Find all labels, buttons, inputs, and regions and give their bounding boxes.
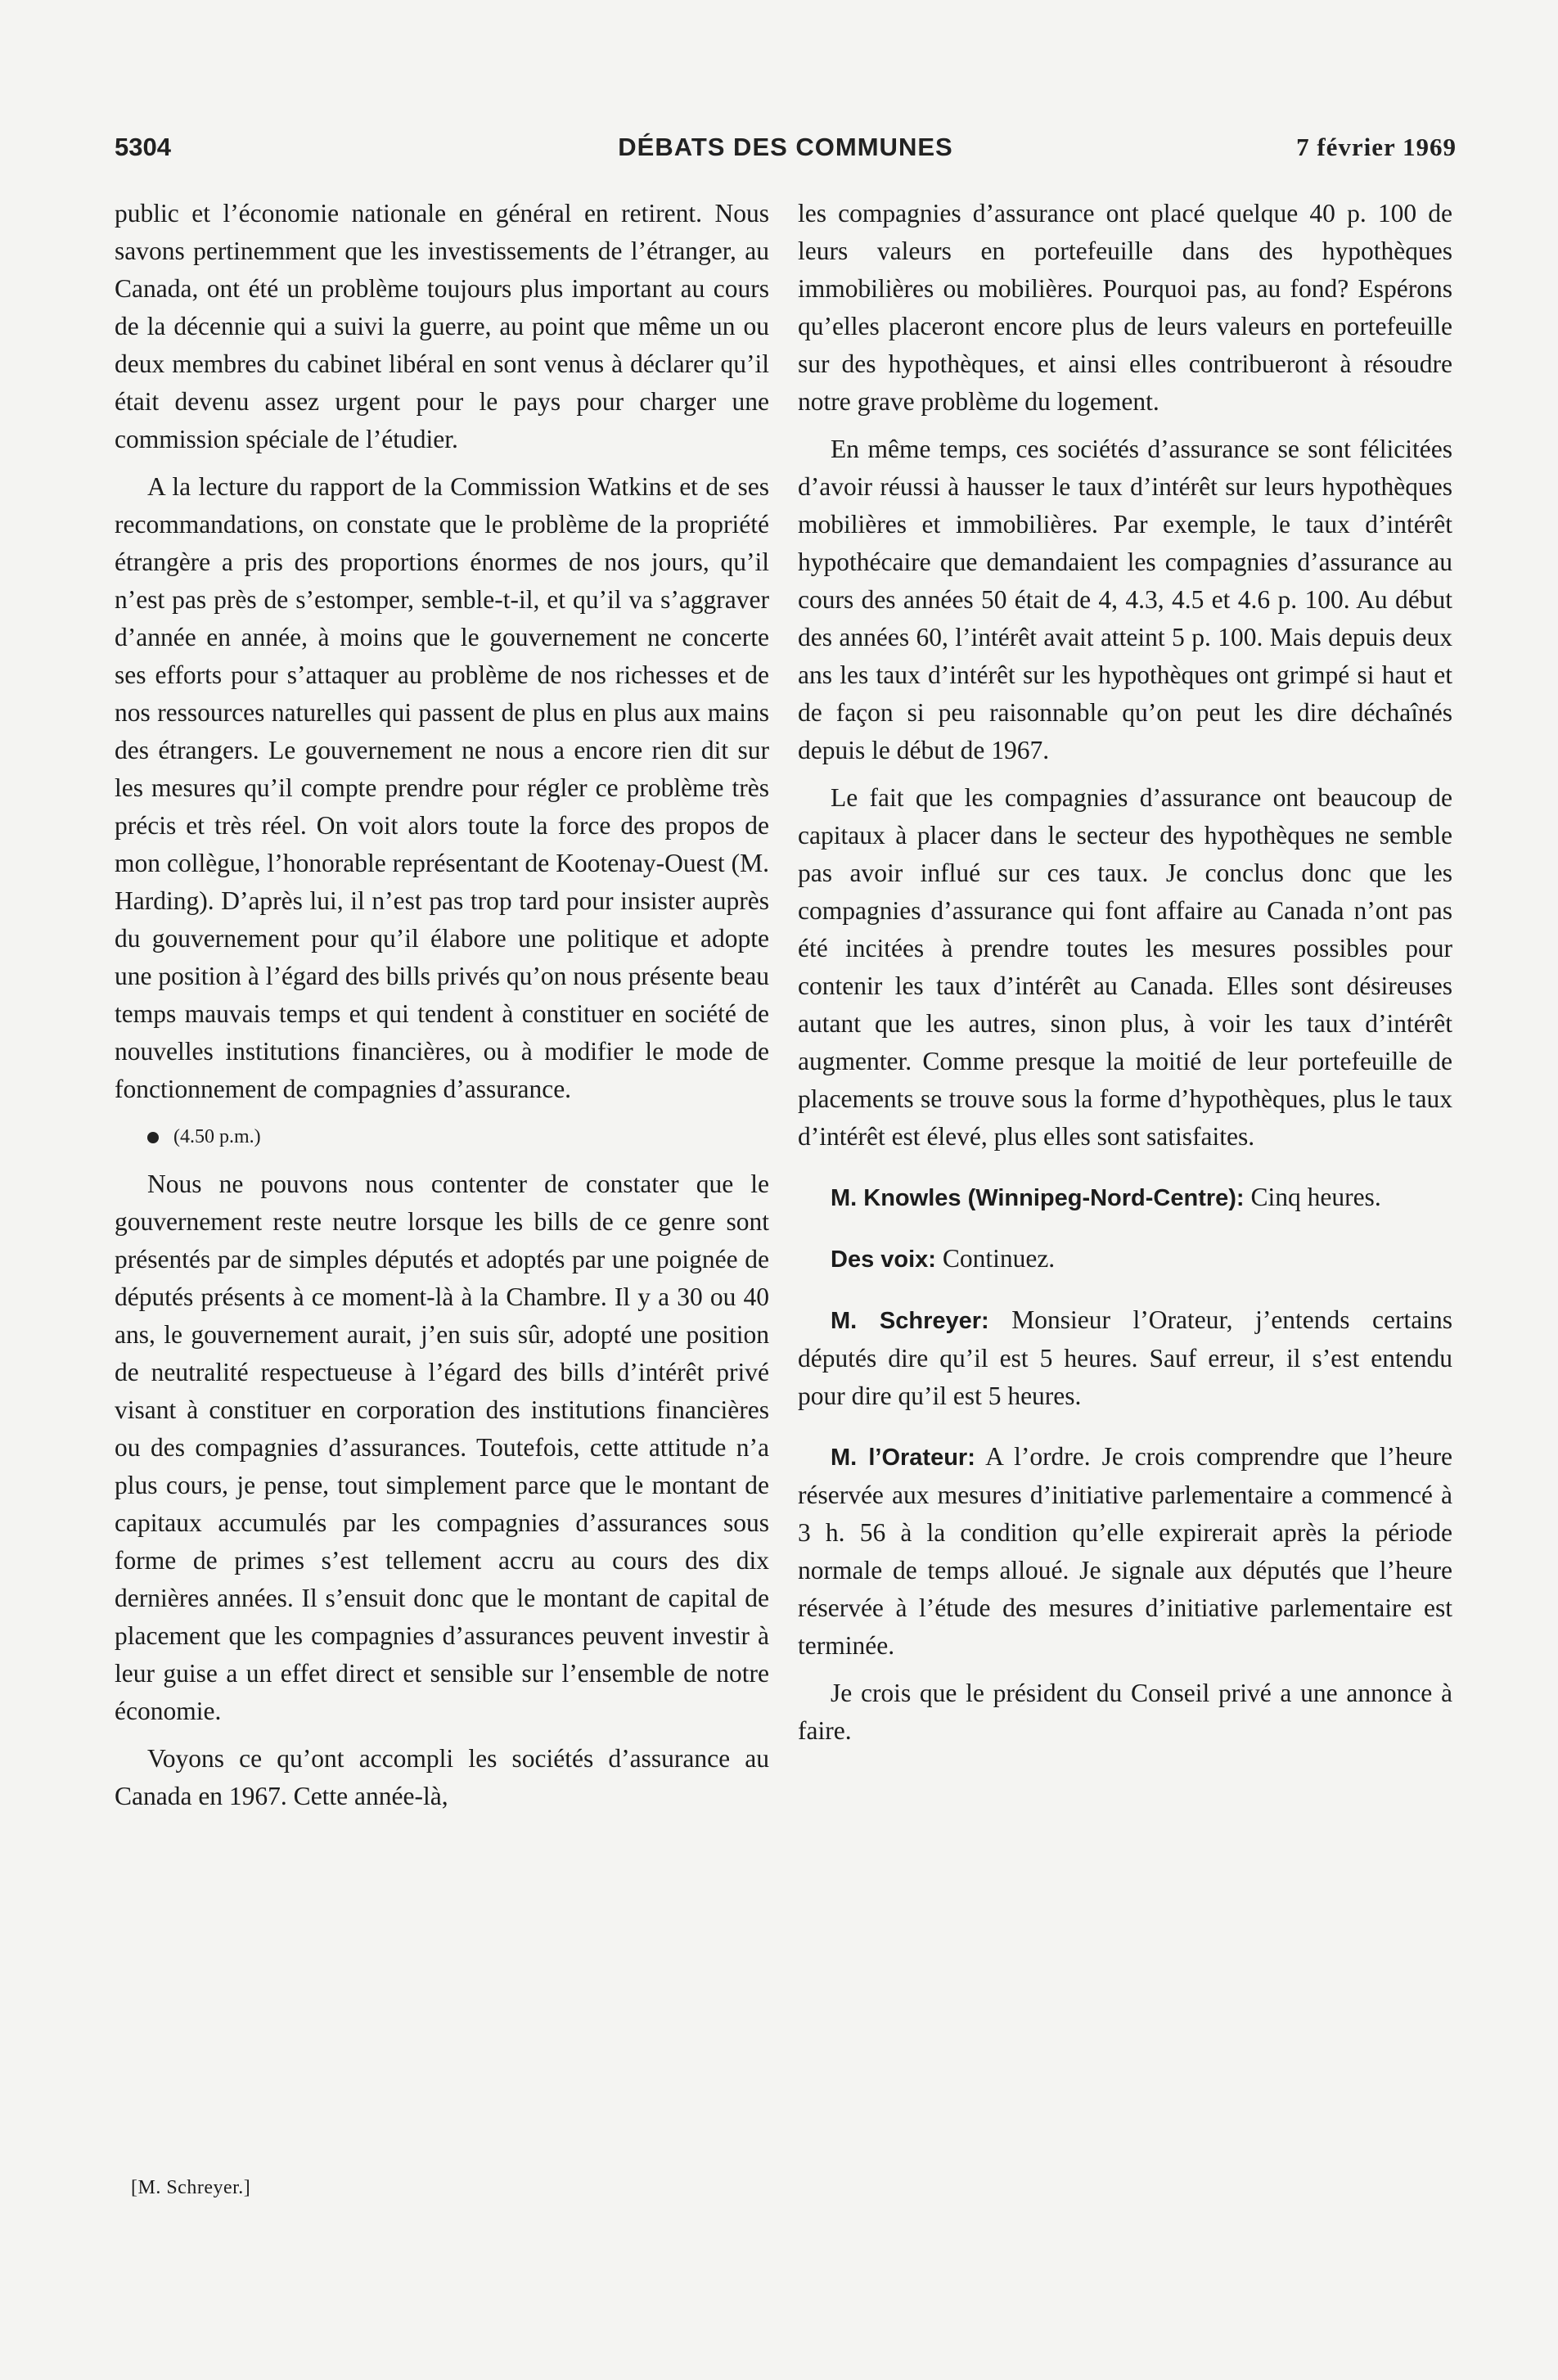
paragraph: public et l’économie nationale en général en retirent. Nous savons pertinemment que les investissements de l’étranger, au Canada, ont été un problème toujours plus important au cours de la décennie qui a suivi la guerre, au point que même un ou deux membres du cabinet libéral en sont venus à déclarer qu’il était devenu assez urgent pour le pays pour charger une commission spéciale de l’étudier. [115,199,769,453]
speaker-footnote: [M. Schreyer.] [131,2177,251,2198]
speech-text: A l’ordre. Je crois comprendre que l’heure réservée aux mesures d’initiative parlementaire a commencé à 3 h. 56 à la condition qu’elle expirerait après la période normale de temps alloué. Je signale aux députés que l’heure réservée à l’étude des mesures d’initiative parlementaire est terminée. [798,1442,1452,1660]
speech-voices [798,1240,1452,1278]
paragraph: les compagnies d’assurance ont placé quelque 40 p. 100 de leurs valeurs en portefeuille dans des hypothèques immobilières ou mobilières. Pourquoi pas, au fond? Espérons qu’elles placeront encore plus de leurs valeurs en portefeuille sur des hypothèques, et ainsi elles contribueront à résoudre notre grave problème du logement. [798,199,1452,416]
speaker-name: M. Schreyer: [831,1308,989,1334]
page-number: 5304 [115,133,171,161]
paragraph: Voyons ce qu’ont accompli les sociétés d’assurance au Canada en 1967. Cette année-là, [115,1744,769,1810]
speaker-name: Des voix: [831,1246,936,1273]
paragraph: A la lecture du rapport de la Commission Watkins et de ses recommandations, on constate que le problème de la propriété étrangère a pris des proportions énormes de nos jours, qu’il n’est pas près de s’estomper, semble-t-il, et qu’il va s’aggraver d’année en année, à moins que le gouvernement ne concerte ses efforts pour s’attaquer au problème de nos richesses et de nos ressources naturelles qui passent de plus en plus aux mains des étrangers. Le gouvernement ne nous a encore rien dit sur les mesures qu’il compte prendre pour régler ce problème très précis et très réel. On voit alors toute la force des propos de mon collègue, l’honorable représentant de Kootenay-Ouest (M. Harding). D’après lui, il n’est pas trop tard pour insister auprès du gouvernement pour qu’il élabore une politique et adopte une position à l’égard des bills privés qu’on nous présente beau temps mauvais temps et qui tendent à constituer en société de nouvelles institutions financières, ou à modifier le mode de fonctionnement de compagnies d’assurance. [115,472,769,1103]
left-column [115,195,769,1825]
timestamp-text: (4.50 p.m.) [173,1126,261,1147]
page-date: 7 février 1969 [1296,133,1457,161]
paragraph: Le fait que les compagnies d’assurance ont beaucoup de capitaux à placer dans le secteur des hypothèques ne semble pas avoir influé sur ces taux. Je conclus donc que les compagnies d’assurance qui font affaire au Canada n’ont pas été incitées à prendre toutes les mesures possibles pour contenir les taux d’intérêt au Canada. Elles sont désireuses autant que les autres, sinon plus, à voir les taux d’intérêt augmenter. Comme presque la moitié de leur portefeuille de placements se trouve sous la forme d’hypothèques, plus le taux d’intérêt est élevé, plus elles sont satisfaites. [798,783,1452,1151]
right-column [798,195,1452,1760]
speech-knowles [798,1179,1452,1217]
timestamp [115,1118,769,1156]
speaker-name: M. l’Orateur: [831,1445,975,1471]
speech-speaker-of-house [798,1438,1452,1665]
speech-text: Monsieur l’Orateur, j’entends certains députés dire qu’il est 5 heures. Sauf erreur, il s’est entendu pour dire qu’il est 5 heures. [798,1305,1453,1410]
page-title: DÉBATS DES COMMUNES [618,133,953,161]
speaker-name: M. Knowles (Winnipeg-Nord-Centre): [831,1185,1245,1211]
paragraph: Je crois que le président du Conseil privé a une annonce à faire. [798,1679,1452,1745]
speech-text: Continuez. [942,1244,1056,1273]
speech-schreyer [798,1301,1452,1415]
page-header [115,133,1457,172]
paragraph: Nous ne pouvons nous contenter de constater que le gouvernement reste neutre lorsque les bills de ce genre sont présentés par de simples députés et adoptés par une poignée de députés présents à ce moment-là à la Chambre. Il y a 30 ou 40 ans, le gouvernement aurait, j’en suis sûr, adopté une position de neutralité respectueuse à l’égard des bills d’intérêt privé visant à constituer en corporation des institutions financières ou des compagnies d’assurances. Toutefois, cette attitude n’a plus cours, je pense, tout simplement parce que le montant de capitaux accumulés par les compagnies d’assurances sous forme de primes s’est tellement accru au cours des dix dernières années. Il s’ensuit donc que le montant de capital de placement que les compagnies d’assurances peuvent investir à leur guise a un effet direct et sensible sur l’ensemble de notre économie. [115,1170,769,1725]
bullet-icon [147,1132,159,1143]
paragraph: En même temps, ces sociétés d’assurance se sont félicitées d’avoir réussi à hausser le taux d’intérêt sur leurs hypothèques mobilières et immobilières. Par exemple, le taux d’intérêt hypothécaire que demandaient les compagnies d’assurance au cours des années 50 était de 4, 4.3, 4.5 et 4.6 p. 100. Au début des années 60, l’intérêt avait atteint 5 p. 100. Mais depuis deux ans les taux d’intérêt sur les hypothèques ont grimpé si haut et de façon si peu raisonnable qu’on peut les dire déchaînés depuis le début de 1967. [798,435,1452,764]
speech-text: Cinq heures. [1250,1183,1381,1211]
